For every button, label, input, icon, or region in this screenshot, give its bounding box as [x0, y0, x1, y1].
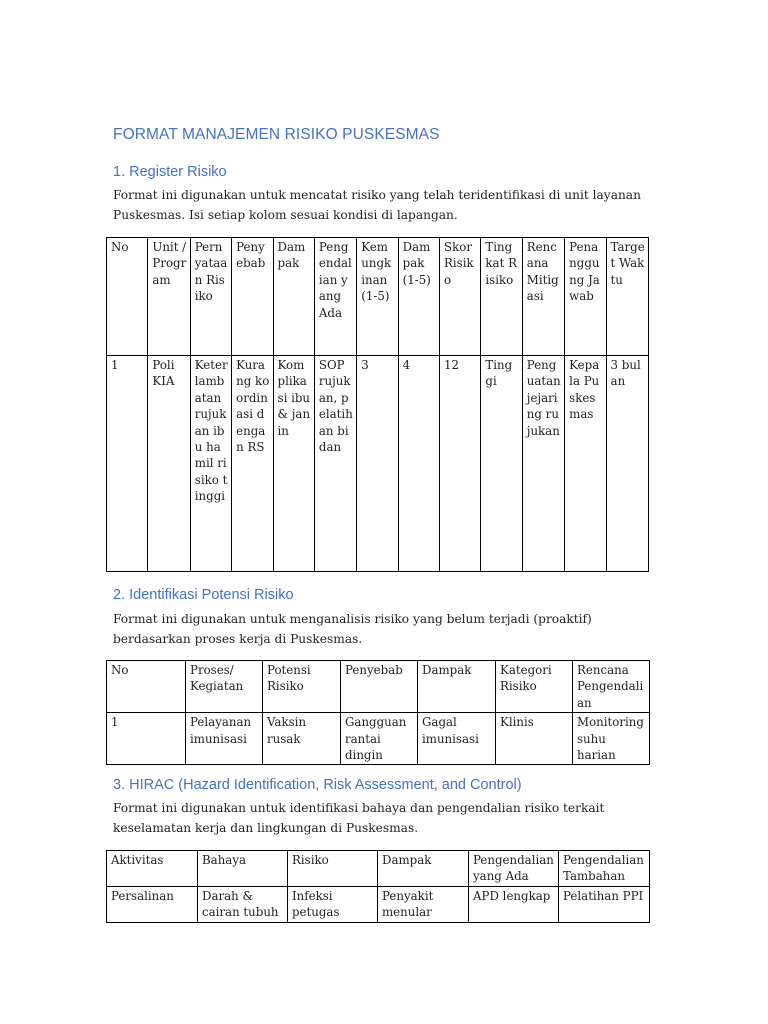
- header-cell: Dampak: [418, 661, 496, 713]
- header-cell: Rencana Mitigasi: [522, 238, 564, 356]
- table-cell: 1: [107, 356, 148, 572]
- table-cell: 3 bulan: [606, 356, 648, 572]
- table-cell: 4: [398, 356, 439, 572]
- table-cell: 3: [357, 356, 398, 572]
- table-cell: Gangguan rantai dingin: [341, 713, 418, 765]
- header-cell: Dampak (1-5): [398, 238, 439, 356]
- table-cell: APD lengkap: [469, 886, 559, 922]
- table-header-row: [107, 851, 650, 887]
- section-description: Format ini digunakan untuk identifikasi bahaya dan pengendalian risiko terkait keselamatan kerja dan lingkungan di Puskesmas.: [113, 801, 605, 835]
- page-title: FORMAT MANAJEMEN RISIKO PUSKESMAS: [113, 126, 440, 143]
- header-cell: Kategori Risiko: [496, 661, 573, 713]
- table-cell: Kurang koordinasi dengan RS: [232, 356, 273, 572]
- table-cell: Kepala Puskesmas: [565, 356, 606, 572]
- header-cell: Skor Risiko: [440, 238, 481, 356]
- table-cell: Penguatan jejaring rujukan: [522, 356, 564, 572]
- table-row: [107, 713, 650, 765]
- header-cell: Risiko: [288, 851, 378, 887]
- section-description: Format ini digunakan untuk mencatat risiko yang telah teridentifikasi di unit layanan Puskesmas. Isi setiap kolom sesuai kondisi di lapangan.: [113, 188, 641, 222]
- header-cell: Pernyataan Risiko: [190, 238, 231, 356]
- section-heading: 3. HIRAC (Hazard Identification, Risk Assessment, and Control): [113, 777, 522, 793]
- table-cell: Poli KIA: [148, 356, 190, 572]
- header-cell: Dampak: [273, 238, 314, 356]
- table-header-row: [107, 661, 650, 713]
- table-cell: SOP rujukan, pelatihan bidan: [314, 356, 356, 572]
- table-cell: Penyakit menular: [378, 886, 469, 922]
- table-cell: Infeksi petugas: [288, 886, 378, 922]
- header-cell: Pengendalian yang Ada: [314, 238, 356, 356]
- table-row: [107, 886, 650, 922]
- header-cell: Penyebab: [232, 238, 273, 356]
- table-cell: Pelatihan PPI: [559, 886, 650, 922]
- header-cell: Potensi Risiko: [263, 661, 341, 713]
- table-cell: Monitoring suhu harian: [573, 713, 650, 765]
- header-cell: No: [107, 661, 186, 713]
- header-cell: Rencana Pengendalian: [573, 661, 650, 713]
- table-row: [107, 356, 649, 572]
- table-cell: 1: [107, 713, 186, 765]
- header-cell: Pengendalian yang Ada: [469, 851, 559, 887]
- header-cell: Kemungkinan (1-5): [357, 238, 398, 356]
- header-cell: Penyebab: [341, 661, 418, 713]
- header-cell: Penanggung Jawab: [565, 238, 606, 356]
- table-cell: Keterlambatan rujukan ibu hamil risiko tinggi: [190, 356, 231, 572]
- header-cell: Target Waktu: [606, 238, 648, 356]
- hirac-table: [106, 850, 650, 923]
- header-cell: Tingkat Risiko: [481, 238, 522, 356]
- table-cell: 12: [440, 356, 481, 572]
- header-cell: Aktivitas: [107, 851, 198, 887]
- section-description: Format ini digunakan untuk menganalisis risiko yang belum terjadi (proaktif) berdasarkan proses kerja di Puskesmas.: [113, 612, 592, 646]
- header-cell: Bahaya: [198, 851, 288, 887]
- table-cell: Klinis: [496, 713, 573, 765]
- table-cell: Darah & cairan tubuh: [198, 886, 288, 922]
- header-cell: Pengendalian Tambahan: [559, 851, 650, 887]
- table-cell: Tinggi: [481, 356, 522, 572]
- section-heading: 1. Register Risiko: [113, 164, 227, 180]
- table-cell: Vaksin rusak: [263, 713, 341, 765]
- risk-register-table: [106, 237, 649, 572]
- table-cell: Komplikasi ibu & janin: [273, 356, 314, 572]
- section-heading: 2. Identifikasi Potensi Risiko: [113, 587, 294, 603]
- table-header-row: [107, 238, 649, 356]
- header-cell: Proses/ Kegiatan: [186, 661, 263, 713]
- risk-identification-table: [106, 660, 650, 765]
- header-cell: Unit / Program: [148, 238, 190, 356]
- table-cell: Pelayanan imunisasi: [186, 713, 263, 765]
- header-cell: No: [107, 238, 148, 356]
- header-cell: Dampak: [378, 851, 469, 887]
- table-cell: Persalinan: [107, 886, 198, 922]
- table-cell: Gagal imunisasi: [418, 713, 496, 765]
